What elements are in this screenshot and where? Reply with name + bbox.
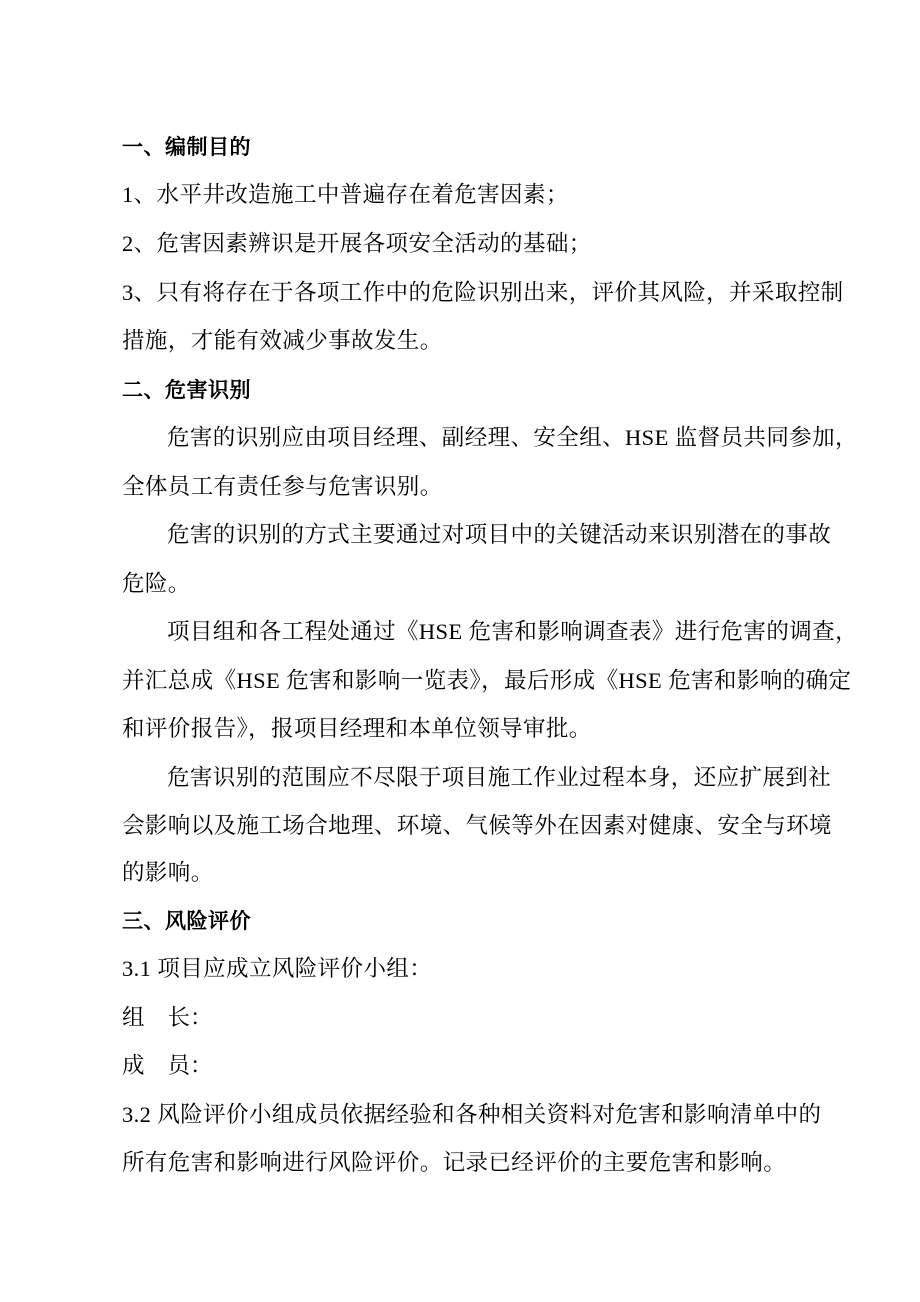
paragraph: 危害的识别应由项目经理、副经理、安全组、HSE 监督员共同参加，: [167, 425, 858, 450]
team-leader-label: [122, 1003, 213, 1033]
team-member-label: [122, 1051, 213, 1081]
paragraph-continued: 并汇总成《HSE 危害和影响一览表》，最后形成《HSE 危害和影响的确定: [122, 668, 852, 693]
paragraph-continued: 危险。: [122, 571, 191, 596]
paragraph: 危害识别的范围应不尽限于项目施工作业过程本身，还应扩展到社: [167, 765, 832, 790]
paragraph-continued: 和评价报告》，报项目经理和本单位领导审批。: [122, 716, 592, 741]
team-leader-label-part2: 长：: [167, 1005, 213, 1030]
team-member-label-part2: 员：: [167, 1053, 213, 1078]
paragraph: 项目组和各工程处通过《HSE 危害和影响调查表》进行危害的调查，: [167, 619, 858, 644]
list-item: 1、水平井改造施工中普遍存在着危害因素；: [122, 182, 569, 207]
list-item: 3、只有将存在于各项工作中的危险识别出来，评价其风险，并采取控制: [122, 280, 844, 305]
team-leader-label-part1: 组: [122, 1005, 145, 1030]
section-heading-purpose: 一、编制目的: [122, 135, 251, 159]
list-item: 3.2 风险评价小组成员依据经验和各种相关资料对危害和影响清单中的: [122, 1102, 822, 1127]
list-item: 2、危害因素辨识是开展各项安全活动的基础；: [122, 231, 592, 256]
team-member-label-part1: 成: [122, 1053, 145, 1078]
paragraph-continued: 全体员工有责任参与危害识别。: [122, 474, 443, 499]
paragraph-continued: 的影响。: [122, 860, 214, 885]
list-item: 3.1 项目应成立风险评价小组：: [122, 956, 433, 981]
paragraph-continued: 会影响以及施工场合地理、环境、气候等外在因素对健康、安全与环境: [122, 813, 832, 838]
section-heading-risk-assessment: 三、风险评价: [122, 909, 251, 933]
list-item-continued: 所有危害和影响进行风险评价。记录已经评价的主要危害和影响。: [122, 1150, 787, 1175]
list-item-continued: 措施，才能有效减少事故发生。: [122, 328, 443, 353]
paragraph: 危害的识别的方式主要通过对项目中的关键活动来识别潜在的事故: [167, 522, 832, 547]
section-heading-hazard-identification: 二、危害识别: [122, 378, 251, 402]
